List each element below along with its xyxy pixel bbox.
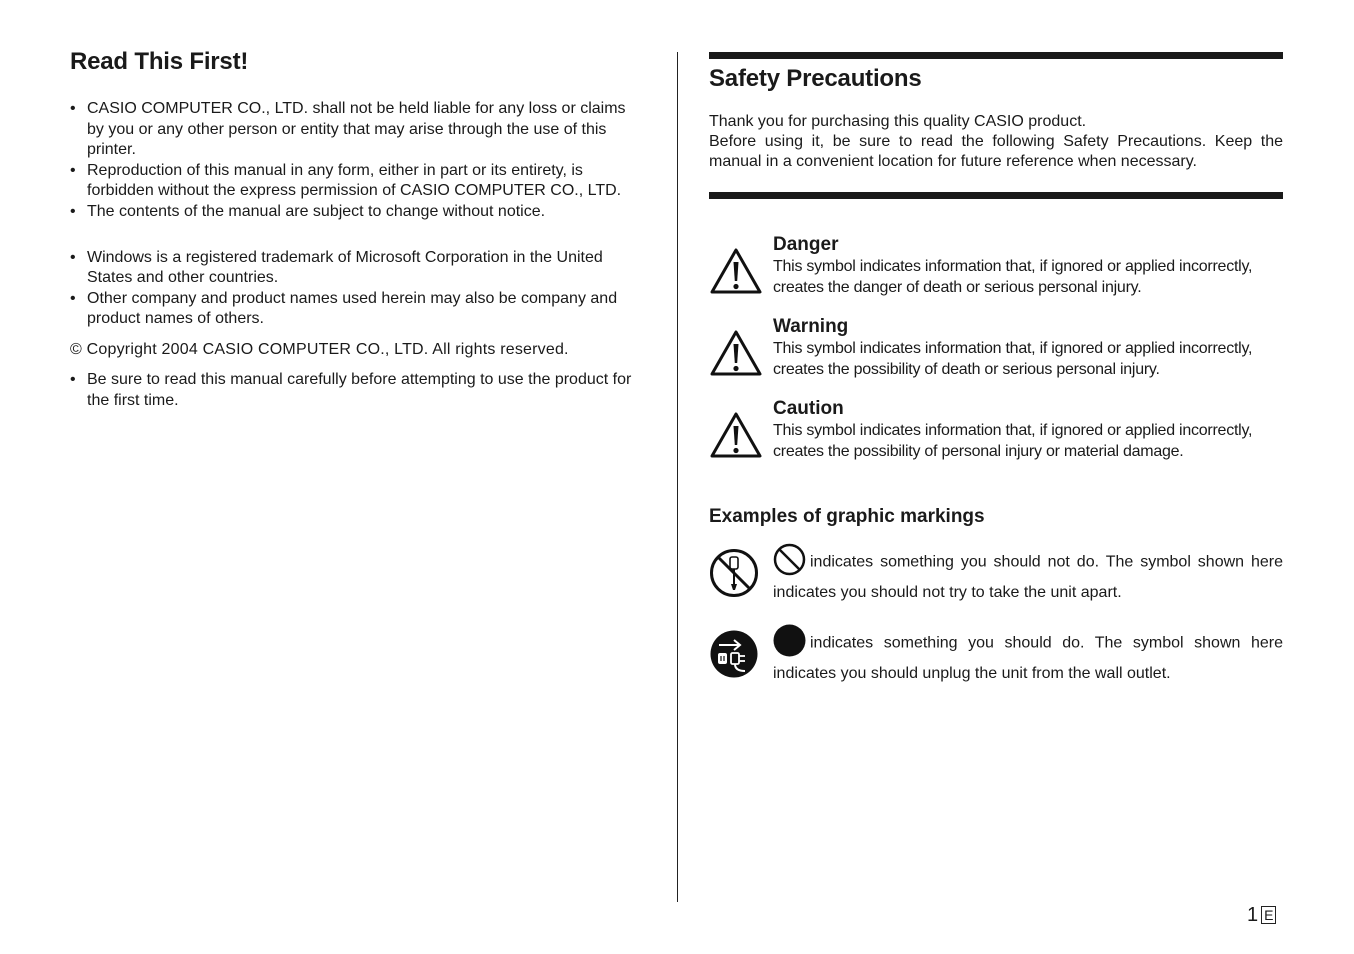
section-rule: [709, 192, 1283, 199]
caution-notice: [709, 397, 1283, 479]
copyright-notice: © Copyright 2004 CASIO COMPUTER CO., LTD. All rights reserved.: [70, 340, 569, 358]
warning-triangle-icon: [709, 411, 763, 459]
notice-list: [709, 233, 1283, 479]
intro-line: Before using it, be sure to read the following Safety Precautions. Keep the manual in a convenient location for future reference when necessary.: [709, 133, 1283, 170]
notice-title: Danger: [773, 234, 839, 255]
notice-text: This symbol indicates information that, if ignored or applied incorrectly, creates the danger of death or serious personal injury.: [773, 258, 1253, 296]
list-item: • Windows is a registered trademark of Microsoft Corporation in the United States and other countries.: [70, 248, 646, 289]
prohibition-icon: [773, 543, 806, 576]
example-mandatory: [709, 627, 1283, 707]
top-rule: [709, 52, 1283, 59]
notice-title: Caution: [773, 398, 844, 419]
read-first-title: Read This First!: [70, 48, 249, 75]
warning-triangle-icon: [709, 329, 763, 377]
notice-text: This symbol indicates information that, if ignored or applied incorrectly, creates the possibility of death or serious personal injury.: [773, 340, 1253, 378]
warning-triangle-icon: [709, 247, 763, 295]
safety-precautions-title: Safety Precautions: [709, 65, 922, 92]
example-text: indicates something you should do. The symbol shown here indicates you should unplug the unit from the wall outlet.: [773, 634, 1283, 682]
list-item: • Reproduction of this manual in any form, either in part or its entirety, is forbidden without the express permission of CASIO COMPUTER CO., LTD.: [70, 161, 646, 202]
intro-text: [709, 112, 1283, 172]
warning-notice: [709, 315, 1283, 397]
list-item: • CASIO COMPUTER CO., LTD. shall not be held liable for any loss or claims by you or any other person or entity that may arise through the use of this printer.: [70, 99, 646, 161]
no-disassembly-icon: [709, 548, 759, 598]
notice-title: Warning: [773, 316, 849, 337]
section-letter-badge: E: [1261, 906, 1276, 924]
page-number-value: 1: [1247, 904, 1259, 926]
intro-line: Thank you for purchasing this quality CASIO product.: [709, 113, 1087, 130]
example-text: indicates something you should not do. The symbol shown here indicates you should not try to take the unit apart.: [773, 553, 1283, 601]
list-item: • Other company and product names used herein may also be company and product names of others.: [70, 289, 646, 330]
unplug-icon: [709, 629, 759, 679]
list-item: • Be sure to read this manual carefully before attempting to use the product for the first time.: [70, 370, 646, 411]
safety-precautions-section: [709, 52, 1283, 707]
example-prohibition: [709, 546, 1283, 626]
list-item: • The contents of the manual are subject to change without notice.: [70, 202, 646, 223]
read-first-section: [70, 48, 646, 411]
notice-text: This symbol indicates information that, if ignored or applied incorrectly, creates the possibility of personal injury or material damage.: [773, 422, 1253, 460]
trademark-list: [70, 248, 646, 330]
page-number: [1247, 903, 1276, 927]
mandatory-action-icon: [773, 624, 806, 657]
column-divider: [677, 52, 678, 902]
disclaimer-list: [70, 99, 646, 223]
examples-heading: Examples of graphic markings: [709, 506, 985, 527]
read-manual-list: [70, 370, 646, 411]
danger-notice: [709, 233, 1283, 315]
